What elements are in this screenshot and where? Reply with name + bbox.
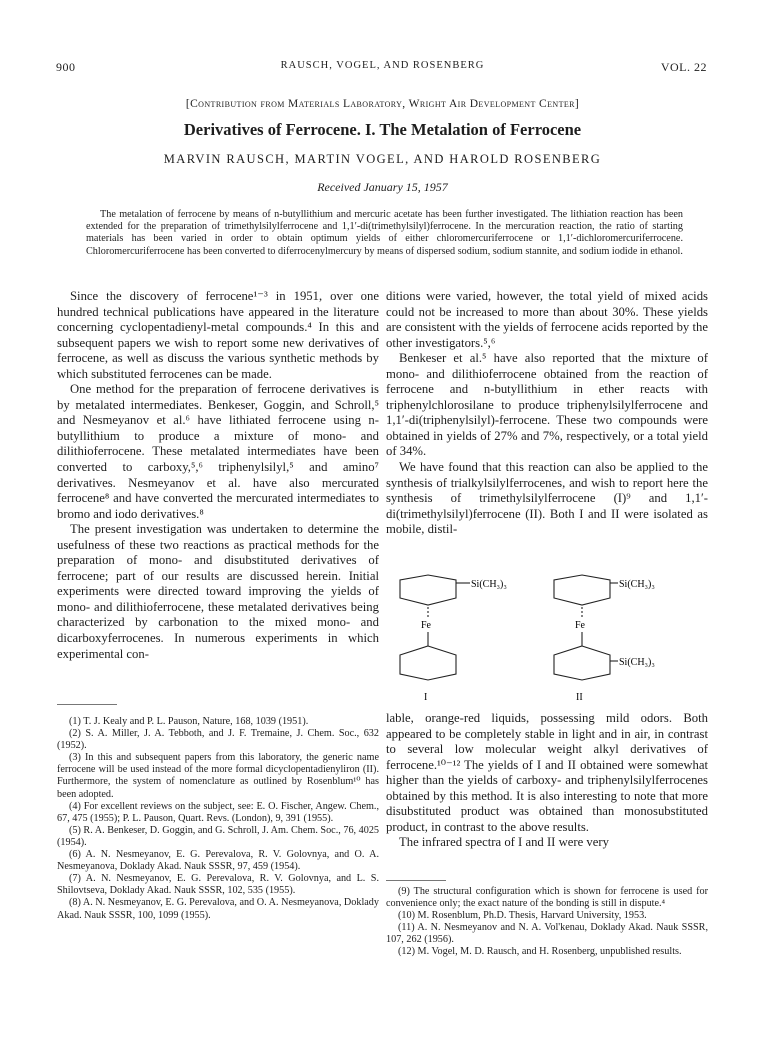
paragraph: Since the discovery of ferrocene¹⁻³ in 1951, over one hundred technical publications have appeared in the literature concerning cyclopentadienyl-metal compounds.⁴ In this and subsequent papers we wish to report some new derivatives of ferrocene, as well as discuss the various synthetic methods by which substituted ferrocenes can be made.: [57, 289, 379, 381]
paragraph: The infrared spectra of I and II were very: [399, 835, 609, 850]
paragraph: The present investigation was undertaken to determine the usefulness of these two reactions as practical methods for the preparation of mono- and disubstituted derivatives of ferrocene; part of our results are discussed herein. Initial experiments were directed toward improving the yields of mono- and dilithioferrocene, these metalated derivatives being characterized by carbonation to the mixed mono- and dicarboxyferrocenes. In numerous experiments in which experimental con-: [57, 522, 379, 661]
structure-i: [400, 575, 470, 680]
cyclopentadienyl-ring: [554, 575, 610, 605]
substituent-label: Si(CH₃)₃: [619, 579, 655, 590]
volume-label: VOL. 22: [660, 60, 707, 74]
ferrocene-structures-figure: [386, 572, 708, 704]
footnote: (7) A. N. Nesmeyanov, E. G. Perevalova, R. V. Golovnya, and L. S. Shilovtseva, Doklady Akad. Nauk SSSR, 102, 535 (1955).: [57, 873, 379, 897]
footnote-rule: [386, 880, 446, 881]
cyclopentadienyl-ring: [400, 575, 456, 605]
footnote: (3) In this and subsequent papers from this laboratory, the generic name ferrocene will be used instead of the more formal dicyclopentadienyliron (II). Furthermore, the system of nomenclature as outlined by Rosenblum¹⁰ has been adopted.: [57, 752, 379, 800]
iron-label: Fe: [421, 620, 431, 631]
iron-label: Fe: [575, 620, 585, 631]
footnote-rule: [57, 704, 117, 705]
compound-label: II: [576, 692, 583, 703]
cyclopentadienyl-ring: [554, 646, 610, 680]
footnote: (8) A. N. Nesmeyanov, E. G. Perevalova, and O. A. Nesmeyanova, Doklady Akad. Nauk SSSR, 100, 1099 (1955).: [57, 897, 379, 921]
paragraph: We have found that this reaction can also be applied to the synthesis of trialkylsilylferrocenes, and wish to report here the synthesis of trimethylsilylferrocene (I)⁹ and 1,1′-di(trimethylsilyl)ferrocene (II). Both I and II were isolated as mobile, distil-: [386, 460, 708, 537]
footnote: (11) A. N. Nesmeyanov and N. A. Vol'kenau, Doklady Akad. Nauk SSSR, 107, 262 (1956).: [386, 922, 708, 946]
right-column-top: [386, 289, 708, 538]
footnote: (10) M. Rosenblum, Ph.D. Thesis, Harvard University, 1953.: [398, 910, 647, 922]
paragraph: ditions were varied, however, the total yield of mixed acids could not be increased to more than about 30%. These yields are consistent with the yields of ferrocene acids reported by the other investigators.⁵,⁶: [386, 289, 708, 350]
footnote: (6) A. N. Nesmeyanov, E. G. Perevalova, R. V. Golovnya, and O. A. Nesmeyanova, Doklady Akad. Nauk SSSR, 97, 459 (1954).: [57, 849, 379, 873]
abstract: The metalation of ferrocene by means of n-butyllithium and mercuric acetate has been further investigated. The lithiation reaction has been extended for the preparation of trimethylsilylferrocene and 1,1′-di(trimethylsilyl)ferrocene. In the mercuration reaction, the ratio of starting materials has been varied in order to obtain optimum yields of either chloromercuriferrocene or 1,1′-dichloromercuriferrocene. Chloromercuriferrocene has been converted to diferrocenylmercury by means of dispersed sodium, sodium stannite, and sodium iodide in ethanol.: [86, 209, 683, 257]
compound-label: I: [424, 692, 428, 703]
footnote: (9) The structural configuration which is shown for ferrocene is used for convenience only; the exact nature of the bonding is still in dispute.⁴: [386, 886, 708, 910]
paragraph: Benkeser et al.⁵ have also reported that the mixture of mono- and dilithioferrocene obtained from the reaction of ferrocene and n-butyllithium in ether reacts with triphenylchlorosilane to produce triphenylsilylferrocene and 1,1′-di(triphenylsilyl)-ferrocene. These two compounds were obtained in yields of 27% and 7%, respectively, or a total yield of 34%.: [386, 351, 708, 459]
page-number: 900: [56, 60, 76, 74]
substituent-label: Si(CH₃)₃: [619, 657, 655, 668]
running-title: RAUSCH, VOGEL, AND ROSENBERG: [280, 60, 485, 71]
footnote: (2) S. A. Miller, J. A. Tebboth, and J. F. Tremaine, J. Chem. Soc., 632 (1952).: [57, 728, 379, 752]
author-list: MARVIN RAUSCH, MARTIN VOGEL, AND HAROLD ROSENBERG: [163, 152, 602, 166]
paragraph: lable, orange-red liquids, possessing mild odors. Both appeared to be completely stable in light and in air, in contrast to several low molecular weight alkyl derivatives of ferrocene.¹⁰⁻¹² The yields of I and II obtained were somewhat higher than the yields of carboxy- and triphenylsilylferrocenes obtained by this method. It is also interesting to note that more disubstituted product was obtained than monosubstituted product, in contrast to the above results.: [386, 711, 708, 834]
footnote: (1) T. J. Kealy and P. L. Pauson, Nature, 168, 1039 (1951).: [69, 716, 309, 727]
paragraph: One method for the preparation of ferrocene derivatives is by metalated intermediates. Benkeser, Goggin, and Schroll,⁵ and Nesmeyanov et al.⁶ have lithiated ferrocene using n-butyllithium to produce a mixture of mono- and dilithioferrocene. These metalated intermediates have been converted to carboxy,⁵,⁶ triphenylsilyl,⁵ and amino⁷ derivatives. Nesmeyanov et al. have also mercurated ferrocene⁸ and have converted the mercurated intermediates to bromo and iodo derivatives.⁸: [57, 382, 379, 521]
received-date: Received January 15, 1957: [317, 180, 448, 194]
structure-ii: [554, 575, 618, 680]
substituent-label: Si(CH₃)₃: [471, 579, 507, 590]
contribution-line: [Contribution from Materials Laboratory, Wright Air Development Center]: [185, 98, 580, 110]
right-column-bottom: [386, 711, 708, 851]
left-column: [57, 289, 379, 662]
article-title: Derivatives of Ferrocene. I. The Metalation of Ferrocene: [183, 120, 582, 139]
footnote: (5) R. A. Benkeser, D. Goggin, and G. Schroll, J. Am. Chem. Soc., 76, 4025 (1954).: [57, 824, 380, 848]
footnote: (4) For excellent reviews on the subject, see: E. O. Fischer, Angew. Chem., 67, 475 (1955); P. L. Pauson, Quart. Revs. (London), 9, 391 (1955).: [57, 800, 379, 824]
cyclopentadienyl-ring: [400, 646, 456, 680]
footnote: (12) M. Vogel, M. D. Rausch, and H. Rosenberg, unpublished results.: [398, 946, 682, 958]
footnotes-right: [386, 886, 708, 959]
footnotes-left: [57, 716, 379, 922]
